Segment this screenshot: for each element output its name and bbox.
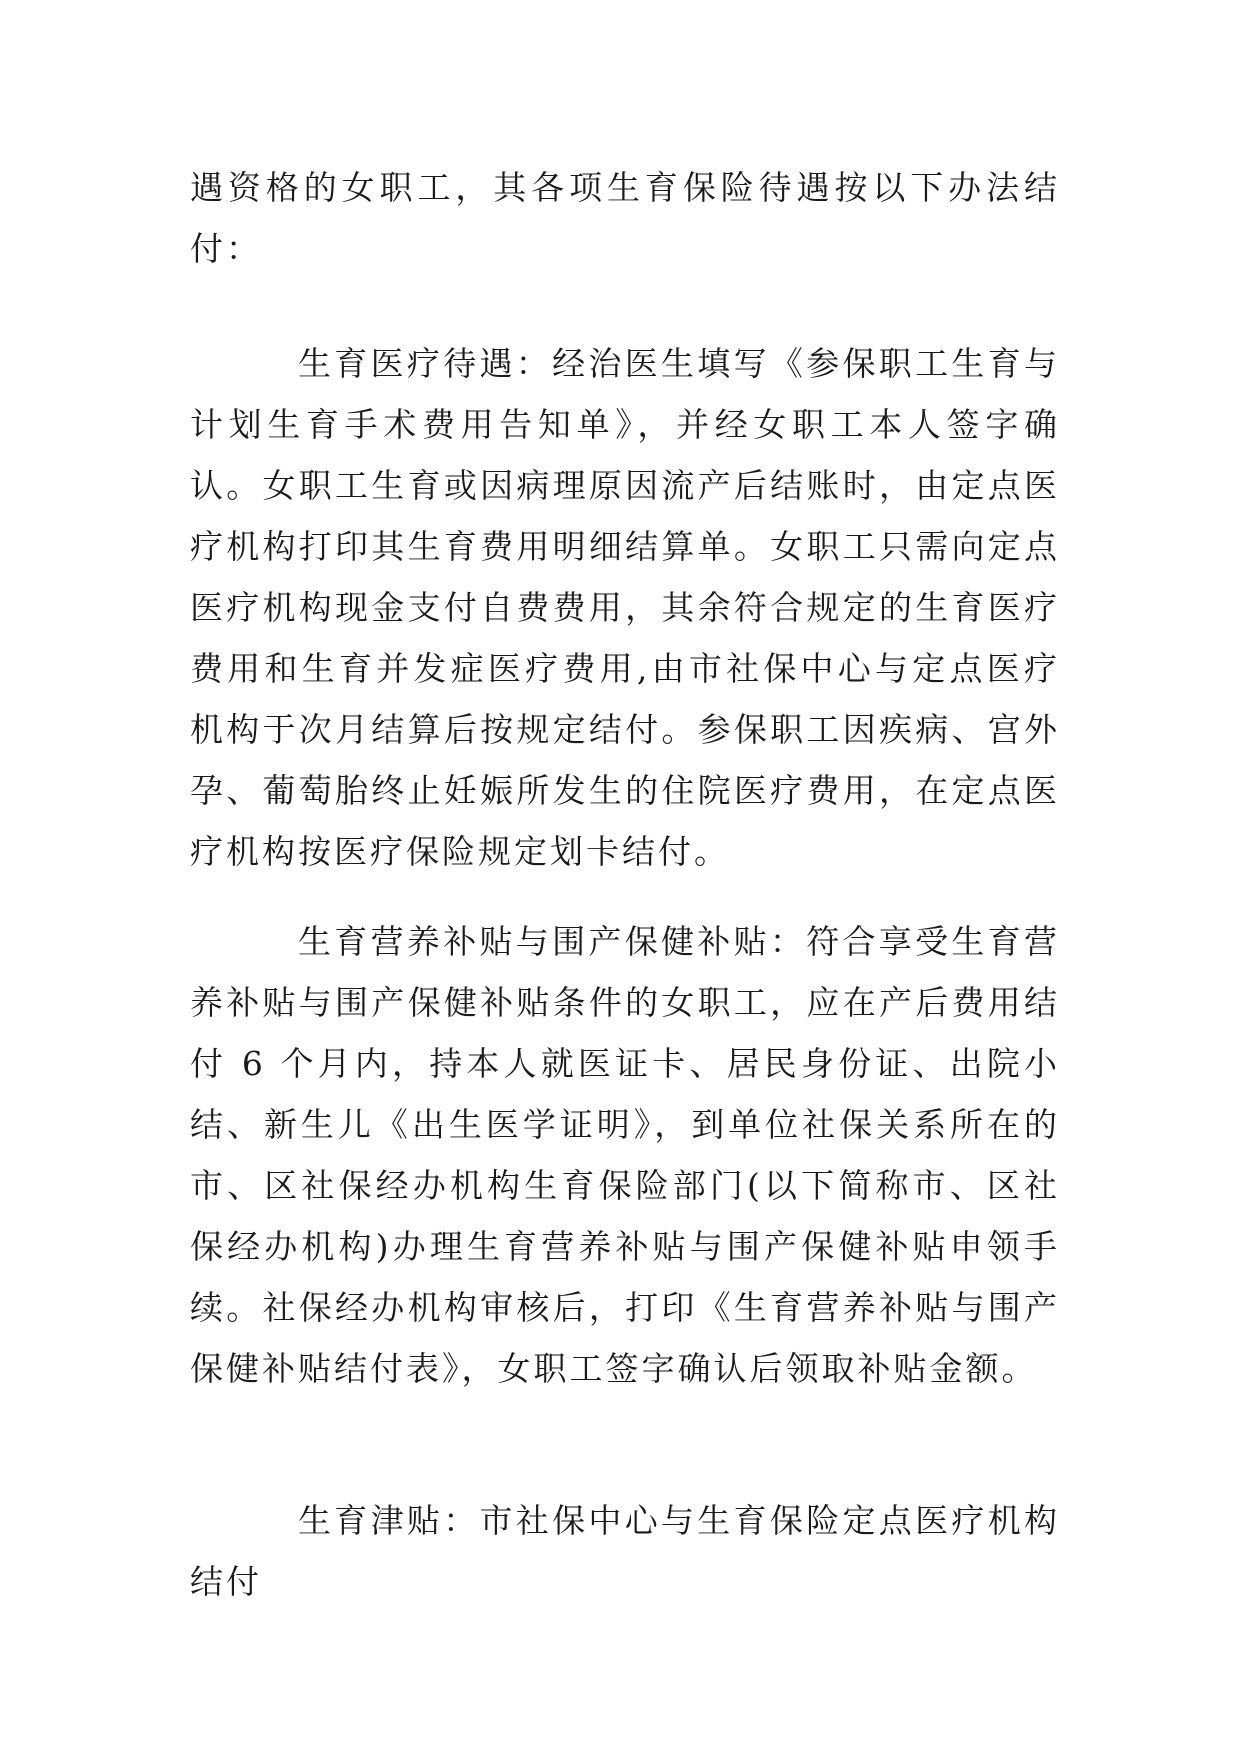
paragraph-maternity-medical-benefits: 生育医疗待遇：经治医生填写《参保职工生育与计划生育手术费用告知单》，并经女职工本人签字确认。女职工生育或因病理原因流产后结账时，由定点医疗机构打印其生育费用明细结算单。女职工只需向定点医疗机构现金支付自费费用，其余符合规定的生育医疗费用和生育并发症医疗费用,由市社保中心与定点医疗机构于次月结算后按规定结付。参保职工因疾病、宫外孕、葡萄胎终止妊娠所发生的住院医疗费用，在定点医疗机构按医疗保险规定划卡结付。 bbox=[190, 344, 1060, 871]
paragraph-intro-continuation: 遇资格的女职工，其各项生育保险待遇按以下办法结付： bbox=[190, 168, 1060, 268]
paragraph-maternity-allowance: 生育津贴：市社保中心与生育保险定点医疗机构结付 bbox=[190, 1501, 1060, 1601]
paragraph-nutrition-perinatal-subsidy: 生育营养补贴与围产保健补贴：符合享受生育营养补贴与围产保健补贴条件的女职工，应在产后费用结付 6 个月内，持本人就医证卡、居民身份证、出院小结、新生儿《出生医学证明》，到单位社保关系所在的市、区社保经办机构生育保险部门(以下简称市、区社保经办机构)办理生育营养补贴与围产保健补贴申领手续。社保经办机构审核后，打印《生育营养补贴与围产保健补贴结付表》，女职工签字确认后领取补贴金额。 bbox=[190, 922, 1060, 1388]
